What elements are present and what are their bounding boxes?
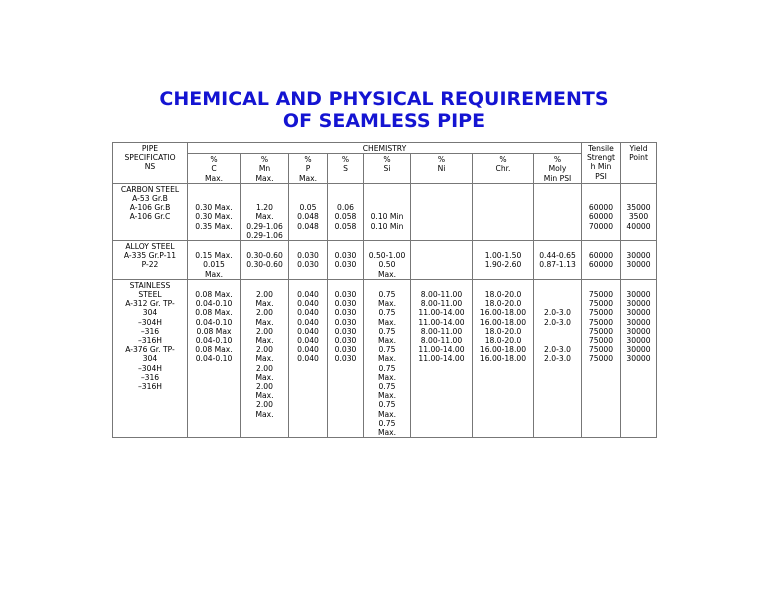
cell-yield: 35000 3500 40000: [621, 183, 657, 240]
header-manganese: % Mn Max.: [241, 154, 289, 184]
cell-s: 0.06 0.058 0.058: [328, 183, 364, 240]
cell-s: 0.030 0.030: [328, 241, 364, 280]
cell-tensile: 60000 60000: [582, 241, 621, 280]
header-nickel: % Ni: [411, 154, 473, 184]
cell-tensile: 75000 75000 75000 75000 75000 75000 75000 75000: [582, 279, 621, 437]
cell-mn: 1.20 Max. 0.29-1.06 0.29-1.06: [241, 183, 289, 240]
cell-mn: 2.00 Max. 2.00 Max. 2.00 Max. 2.00 Max. 2.00 Max. 2.00 Max. 2.00 Max.: [241, 279, 289, 437]
cell-ni: [411, 241, 473, 280]
cell-c: 0.15 Max. 0.015 Max.: [188, 241, 241, 280]
cell-yield: 30000 30000: [621, 241, 657, 280]
cell-ni: 8.00-11.00 8.00-11.00 11.00-14.00 11.00-14.00 8.00-11.00 8.00-11.00 11.00-14.00 11.00-14.00: [411, 279, 473, 437]
header-chemistry: CHEMISTRY: [188, 143, 582, 154]
cell-mn: 0.30-0.60 0.30-0.60: [241, 241, 289, 280]
cell-spec: CARBON STEEL A-53 Gr.B A-106 Gr.B A-106 Gr.C: [113, 183, 188, 240]
cell-chr: [473, 183, 534, 240]
header-row-1: [113, 143, 657, 154]
cell-ni: [411, 183, 473, 240]
header-molybdenum: % Moly Min PSI: [534, 154, 582, 184]
cell-yield: 30000 30000 30000 30000 30000 30000 30000 30000: [621, 279, 657, 437]
table-row-carbon-steel: [113, 183, 657, 240]
cell-p: 0.040 0.040 0.040 0.040 0.040 0.040 0.040 0.040: [289, 279, 328, 437]
cell-si: 0.75 Max. 0.75 Max. 0.75 Max. 0.75 Max. 0.75 Max. 0.75 Max. 0.75 Max. 0.75 Max.: [364, 279, 411, 437]
header-carbon: % C Max.: [188, 154, 241, 184]
cell-si: 0.10 Min 0.10 Min: [364, 183, 411, 240]
cell-s: 0.030 0.030 0.030 0.030 0.030 0.030 0.030 0.030: [328, 279, 364, 437]
cell-c: 0.30 Max. 0.30 Max. 0.35 Max.: [188, 183, 241, 240]
cell-moly: [534, 183, 582, 240]
requirements-table: [112, 142, 657, 438]
cell-tensile: 60000 60000 70000: [582, 183, 621, 240]
header-tensile-strength: Tensile Strengt h Min PSI: [582, 143, 621, 184]
cell-moly: 0.44-0.65 0.87-1.13: [534, 241, 582, 280]
document-title-line-1: CHEMICAL AND PHYSICAL REQUIREMENTS: [159, 88, 609, 110]
cell-p: 0.05 0.048 0.048: [289, 183, 328, 240]
header-silicon: % Si: [364, 154, 411, 184]
header-chromium: % Chr.: [473, 154, 534, 184]
table-row-alloy-steel: [113, 241, 657, 280]
header-row-2: [113, 154, 657, 184]
table-row-stainless-steel: [113, 279, 657, 437]
cell-chr: 18.0-20.0 18.0-20.0 16.00-18.00 16.00-18.00 18.0-20.0 18.0-20.0 16.00-18.00 16.00-18.00: [473, 279, 534, 437]
cell-spec: ALLOY STEEL A-335 Gr.P-11 P-22: [113, 241, 188, 280]
header-yield-point: Yield Point: [621, 143, 657, 184]
header-sulfur: % S: [328, 154, 364, 184]
cell-p: 0.030 0.030: [289, 241, 328, 280]
cell-si: 0.50-1.00 0.50 Max.: [364, 241, 411, 280]
cell-moly: 2.0-3.0 2.0-3.0 2.0-3.0 2.0-3.0: [534, 279, 582, 437]
cell-spec: STAINLESS STEEL A-312 Gr. TP- 304 –304H –316 –316H A-376 Gr. TP- 304 –304H –316 –316H: [113, 279, 188, 437]
document-title-line-2: OF SEAMLESS PIPE: [282, 110, 486, 132]
cell-c: 0.08 Max. 0.04-0.10 0.08 Max. 0.04-0.10 0.08 Max 0.04-0.10 0.08 Max. 0.04-0.10: [188, 279, 241, 437]
cell-chr: 1.00-1.50 1.90-2.60: [473, 241, 534, 280]
header-phosphorus: % P Max.: [289, 154, 328, 184]
header-pipe-specifications: PIPE SPECIFICATIO NS: [113, 143, 188, 184]
